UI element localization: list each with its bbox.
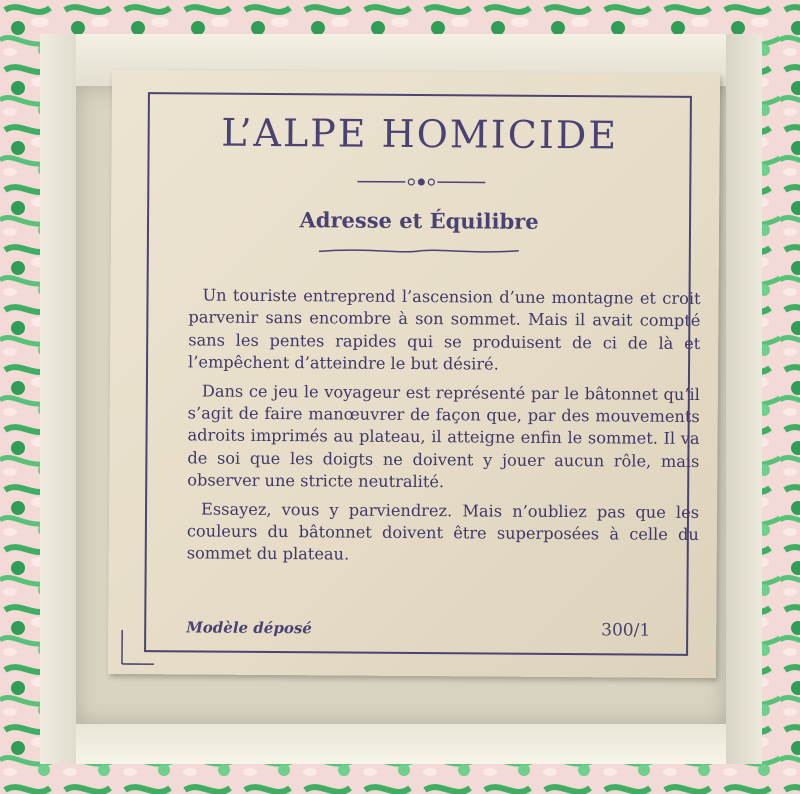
subtitle-underline-icon (319, 245, 519, 256)
box-inner-wall-right (726, 34, 762, 764)
registration-corner-mark-icon (114, 630, 154, 670)
footer-reference-number: 300/1 (601, 620, 651, 641)
box-inner-wall-bottom (40, 724, 762, 764)
paragraph-1: Un touriste entreprend l’ascension d’une montagne et croit parvenir sans encombre à son sommet. Mais il avait compté sans les pentes rapides qui se produisent de ci de là et l’empêchent d’atteindre le but désiré. (188, 285, 701, 374)
paragraph-2: Dans ce jeu le voyageur est représenté par le bâtonnet qu’il s’agit de faire manœuvrer de façon que, par des mouvements adroits imprimés au plateau, il atteigne enfin le sommet. Il va de soi que les doigts ne doivent y jouer aucun rôle, mais observer une stricte neutralité. (187, 381, 700, 492)
box-inner-wall-left (40, 34, 76, 764)
label-subtitle: Adresse et Équilibre (299, 207, 539, 234)
footer-model-registered: Modèle déposé (186, 618, 312, 638)
label-border-frame (144, 92, 701, 656)
ornament-divider-icon (357, 176, 485, 189)
paragraph-3: Essayez, vous y parviendrez. Mais n’oubliez pas que les couleurs du bâtonnet doivent être superposées à celle du sommet du plateau. (186, 499, 700, 565)
label-title: L’ALPE HOMICIDE (221, 110, 619, 158)
printed-label (108, 70, 720, 678)
label-body (187, 284, 701, 574)
